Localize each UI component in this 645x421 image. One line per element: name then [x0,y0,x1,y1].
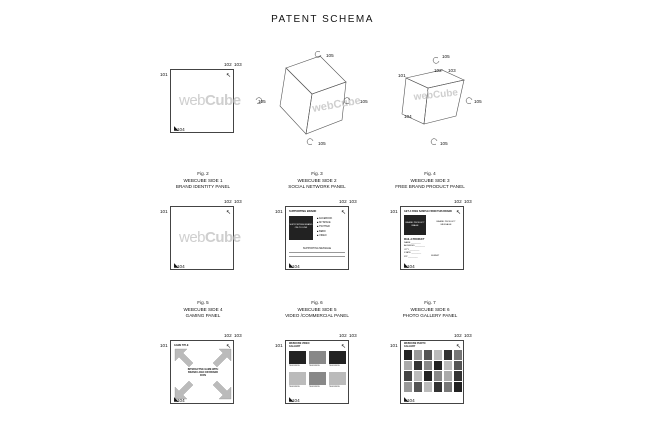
ref-104: 104 [292,398,300,403]
menu-item-facebook[interactable]: ■ FACEBOOK [317,217,333,220]
photo-thumb[interactable] [404,382,412,392]
corner-icon: ◣ [174,397,179,403]
panel-header: SUPPORTING BRAND [289,210,317,213]
ref-102: 102 [454,333,462,338]
ref-102-prime: 102' [434,68,443,73]
photo-thumb[interactable] [434,382,442,392]
ref-101: 101 [390,343,398,348]
cube-rotated-view-1 [250,48,380,148]
cursor-icon: ↖ [341,210,347,216]
menu-item-twitter[interactable]: ■ TWITTER [317,225,330,229]
video-thumb[interactable] [309,372,326,385]
ref-103: 103 [464,199,472,204]
rotate-icon [433,57,439,63]
cube-front-view [170,69,241,133]
ref-101: 101 [160,72,168,77]
ref-104: 104 [177,264,185,269]
corner-icon: ◣ [289,397,294,403]
menu-item-myspace[interactable]: ■ MYSPACE [317,221,331,225]
figure-caption: Fig. 2 WEBCUBE SIDE 1 BRAND IDENTITY PANEL [175,171,231,190]
photo-thumb[interactable] [444,382,452,392]
photo-thumb[interactable] [454,350,462,360]
panel-video-commercial [285,340,349,404]
product-form [404,242,425,259]
photo-thumb[interactable] [444,361,452,371]
photo-thumb[interactable] [424,371,432,381]
corner-icon: ◣ [404,263,409,269]
photo-thumb[interactable] [434,361,442,371]
ref-105: 105 [474,99,482,104]
photo-thumb[interactable] [424,382,432,392]
product-image-box: BRAND PRODUCT IMAGE [404,215,426,235]
ref-105: 105 [258,99,266,104]
panel-header: WEBCUBE PHOTO GALLERY [404,342,426,348]
cube-rotated-view-2 [388,48,498,148]
video-thumb[interactable] [329,351,346,364]
ref-102: 102 [454,199,462,204]
webcube-watermark: webCube [179,92,241,109]
cursor-icon: ↖ [226,73,232,79]
form-field-address[interactable]: ADDRESS ________ [404,245,425,248]
form-field-city[interactable]: CITY ________ [404,248,420,251]
figure-caption: Fig. 6 WEBCUBE SIDE 5 VIDEO /COMMERCIAL PANEL [285,300,349,319]
ref-101: 101 [275,343,283,348]
ref-102: 102 [224,62,232,67]
figure-caption: Fig. 4 WEBCUBE SIDE 3 FREE BRAND PRODUCT PANEL [395,171,465,190]
form-title: MAIL A PRODUCT [404,238,425,241]
submit-button[interactable]: SUBMIT [431,255,440,257]
ref-104: 104 [407,264,415,269]
panel-header: GAME TITLE [174,344,189,347]
corner-icon: ◣ [289,263,294,269]
ref-101: 101 [160,209,168,214]
photo-thumb[interactable] [424,350,432,360]
photo-thumb[interactable] [414,350,422,360]
photo-thumb[interactable] [434,371,442,381]
supporting-message: SUPPORTING MESSAGE [302,247,332,250]
rotate-icon [431,139,437,145]
photo-thumb[interactable] [454,371,462,381]
form-field-name[interactable]: NAME ________ [404,242,421,244]
corner-icon: ◣ [174,263,179,269]
ref-101: 101 [398,73,406,78]
photo-thumb[interactable] [424,361,432,371]
cursor-icon: ↖ [456,210,462,216]
ref-102: 102 [224,199,232,204]
form-field-zip[interactable]: ZIP ________ [404,255,418,258]
game-area[interactable]: INTERACTIVE GAME WITH BRAND LOGO OR BRAND ICON [187,368,219,378]
cursor-icon: ↖ [456,344,462,350]
ref-103: 103 [448,68,456,73]
panel-header: GET A FREE SAMPLE FROM THIS BRAND [404,210,452,213]
cursor-icon: ↖ [226,344,232,350]
video-thumb[interactable] [329,372,346,385]
svg-text:webCube: webCube [413,87,459,103]
panel-gaming [170,340,234,404]
photo-thumb[interactable] [444,350,452,360]
photo-thumb[interactable] [414,361,422,371]
video-caption: TELEVISION [289,386,300,388]
ref-105: 105 [318,141,326,146]
menu-item-bebo[interactable]: ■ BEBO [317,229,326,233]
photo-grid [404,350,462,394]
page-title: PATENT SCHEMA [271,14,374,25]
video-caption: TELEVISION [309,386,320,388]
ref-105: 105 [440,141,448,146]
video-thumb[interactable] [289,351,306,364]
photo-thumb[interactable] [404,350,412,360]
photo-thumb[interactable] [414,371,422,381]
panel-photo-gallery [400,340,464,404]
video-caption: TELEVISION [289,365,300,367]
ref-101: 101 [390,209,398,214]
ref-103: 103 [234,62,242,67]
rotate-icon [466,98,472,104]
photo-thumb[interactable] [404,371,412,381]
ref-104: 104 [177,127,185,132]
photo-thumb[interactable] [444,371,452,381]
brand-box: SUPPORTING BRAND ON-TO LINK [289,216,313,240]
panel-free-brand-product [400,206,464,270]
ref-103: 103 [349,333,357,338]
ref-104: 104 [177,398,185,403]
cursor-icon: ↖ [226,210,232,216]
video-caption: TELEVISION [329,365,340,367]
ref-105: 105 [326,53,334,58]
ref-101: 101 [160,343,168,348]
video-thumb[interactable] [309,351,326,364]
corner-icon: ◣ [174,126,179,132]
panel-header: WEBCUBE VIDEO GALLERY [289,342,310,348]
figure-caption: Fig. 3 WEBCUBE SIDE 2 SOCIAL NETWORK PANEL [288,171,346,190]
rotate-icon [307,139,313,145]
cursor-icon: ↖ [341,344,347,350]
ref-102: 102 [224,333,232,338]
ref-103: 103 [349,199,357,204]
figure-caption: Fig. 7 WEBCUBE SIDE 6 PHOTO GALLERY PANEL [402,300,458,319]
ref-102: 102 [339,199,347,204]
menu-item-video[interactable]: ■ VIDEO [317,233,327,237]
ref-104: 104 [292,264,300,269]
ref-105: 105 [442,54,450,59]
photo-thumb[interactable] [414,382,422,392]
figure-caption: Fig. 5 WEBCUBE SIDE 4 GAMING PANEL [183,300,223,319]
video-caption: TELEVISION [329,386,340,388]
form-field-state[interactable]: STATE ________ [404,252,422,255]
video-caption: TELEVISION [309,365,320,367]
social-menu [317,217,332,238]
ref-105: 105 [360,99,368,104]
ref-101: 101 [275,209,283,214]
photo-thumb[interactable] [454,361,462,371]
panel-social-network [285,206,349,270]
webcube-watermark: webCube [179,229,241,246]
photo-thumb[interactable] [454,382,462,392]
ref-103: 103 [234,333,242,338]
ref-103: 103 [464,333,472,338]
ref-103: 103 [234,199,242,204]
panel-brand-identity [170,206,241,270]
ref-102: 102 [339,333,347,338]
ref-104: 104 [407,398,415,403]
corner-icon: ◣ [404,397,409,403]
svg-text:webCube: webCube [311,94,362,115]
video-thumb[interactable] [289,372,306,385]
photo-thumb[interactable] [404,361,412,371]
photo-thumb[interactable] [434,350,442,360]
product-message: BRAND PRODUCT MESSAGE [436,221,456,226]
ref-104: 104 [404,114,412,119]
